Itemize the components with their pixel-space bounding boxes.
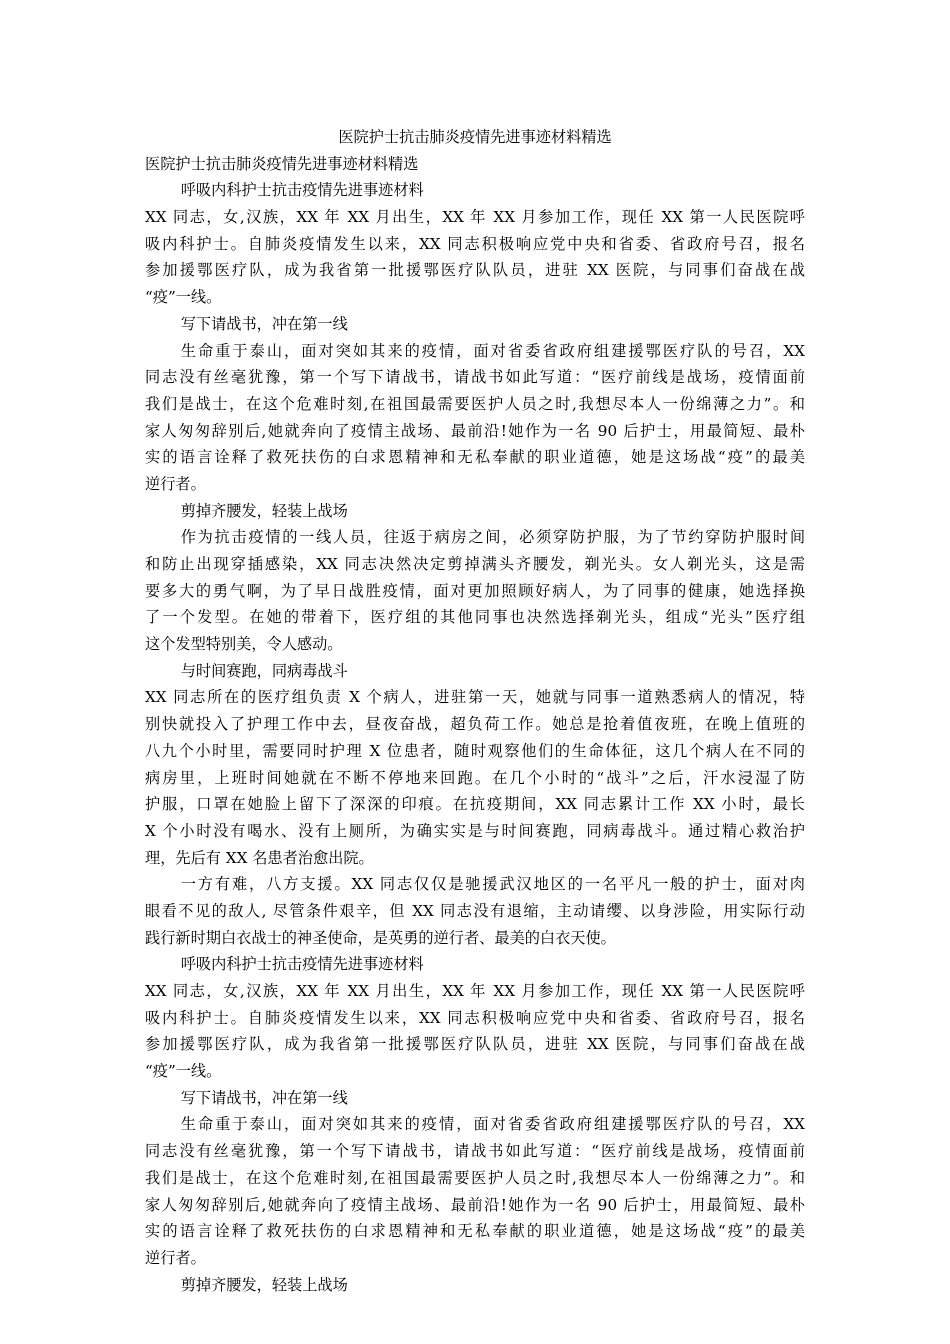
- text-line: 要多大的勇气啊，为了早日战胜疫情，面对更加照顾好病人，为了同事的健康，她选择换: [145, 581, 805, 600]
- text-line: 实的语言诠释了救死扶伤的白求恩精神和无私奉献的职业道德，她是这场战“疫”的最美: [145, 448, 805, 467]
- text-line: 实的语言诠释了救死扶伤的白求恩精神和无私奉献的职业道德，她是这场战“疫”的最美: [145, 1222, 805, 1241]
- text-line: 吸内科护士。自肺炎疫情发生以来，XX 同志积极响应党中央和省委、省政府号召，报名: [145, 1008, 805, 1027]
- text-line: 同志没有丝毫犹豫，第一个写下请战书，请战书如此写道：“医疗前线是战场，疫情面前: [145, 1142, 805, 1161]
- text-line: 剪掉齐腰发，轻装上战场: [180, 501, 348, 520]
- text-line: 了一个发型。在她的带着下，医疗组的其他同事也决然选择剃光头，组成“光头”医疗组: [145, 608, 805, 627]
- text-line: 逆行者。: [145, 474, 206, 493]
- text-line: 践行新时期白衣战士的神圣使命，是英勇的逆行者、最美的白衣天使。: [145, 928, 616, 947]
- document-title: 医院护士抗击肺炎疫情先进事迹材料精选: [338, 128, 612, 146]
- text-line: 我们是战士，在这个危难时刻,在祖国最需要医护人员之时,我想尽本人一份绵薄之力”。和: [145, 1168, 805, 1187]
- text-line: 和防止出现穿插感染，XX 同志决然决定剪掉满头齐腰发，剃光头。女人剃光头，这是需: [145, 555, 805, 573]
- text-line: 护服，口罩在她脸上留下了深深的印痕。在抗疫期间，XX 同志累计工作 XX 小时，最长: [145, 795, 805, 814]
- text-line: X 个小时没有喝水、没有上厕所，为确实实是与时间赛跑，同病毒战斗。通过精心救治护: [145, 821, 805, 840]
- text-line: 呼吸内科护士抗击疫情先进事迹材料: [180, 955, 424, 974]
- text-line: 医院护士抗击肺炎疫情先进事迹材料精选: [145, 154, 419, 173]
- text-line: 同志没有丝毫犹豫，第一个写下请战书，请战书如此写道：“医疗前线是战场，疫情面前: [145, 368, 805, 387]
- text-line: 参加援鄂医疗队，成为我省第一批援鄂医疗队队员，进驻 XX 医院，与同事们奋战在战: [145, 261, 805, 280]
- text-line: 呼吸内科护士抗击疫情先进事迹材料: [180, 181, 424, 200]
- text-line: 剪掉齐腰发，轻装上战场: [180, 1275, 348, 1294]
- text-line: 参加援鄂医疗队，成为我省第一批援鄂医疗队队员，进驻 XX 医院，与同事们奋战在战: [145, 1035, 805, 1054]
- text-line: “疫”一线。: [145, 288, 222, 307]
- text-line: 生命重于泰山，面对突如其来的疫情，面对省委省政府组建援鄂医疗队的号召，XX: [180, 341, 805, 360]
- text-line: 家人匆匆辞别后,她就奔向了疫情主战场、最前沿!她作为一名 90 后护士，用最简短、最朴: [145, 1195, 805, 1214]
- text-line: 这个发型特别美，令人感动。: [145, 635, 343, 654]
- text-line: XX 同志，女,汉族，XX 年 XX 月出生，XX 年 XX 月参加工作，现任 XX 第一人民医院呼: [145, 208, 805, 227]
- text-line: 理，先后有 XX 名患者治愈出院。: [145, 848, 374, 867]
- text-line: 别快就投入了护理工作中去，昼夜奋战，超负荷工作。她总是抢着值夜班，在晚上值班的: [145, 715, 805, 734]
- text-line: 与时间赛跑，同病毒战斗: [180, 661, 348, 680]
- text-line: 写下请战书，冲在第一线: [180, 314, 348, 333]
- text-line: XX 同志，女,汉族，XX 年 XX 月出生，XX 年 XX 月参加工作，现任 XX 第一人民医院呼: [145, 982, 805, 1000]
- document-body: [145, 124, 805, 1298]
- text-line: 吸内科护士。自肺炎疫情发生以来，XX 同志积极响应党中央和省委、省政府号召，报名: [145, 234, 805, 253]
- text-line: 作为抗击疫情的一线人员，往返于病房之间，必须穿防护服，为了节约穿防护服时间: [180, 528, 805, 547]
- text-line: 写下请战书，冲在第一线: [180, 1088, 348, 1107]
- text-line: 生命重于泰山，面对突如其来的疫情，面对省委省政府组建援鄂医疗队的号召，XX: [180, 1115, 805, 1134]
- text-line: 病房里，上班时间她就在不断不停地来回跑。在几个小时的“战斗”之后，汗水浸湿了防: [145, 768, 805, 787]
- text-line: 逆行者。: [145, 1248, 206, 1267]
- text-line: 家人匆匆辞别后,她就奔向了疫情主战场、最前沿!她作为一名 90 后护士，用最简短、最朴: [145, 421, 805, 440]
- text-line: 我们是战士，在这个危难时刻,在祖国最需要医护人员之时,我想尽本人一份绵薄之力”。和: [145, 394, 805, 413]
- text-line: XX 同志所在的医疗组负责 X 个病人，进驻第一天，她就与同事一道熟悉病人的情况，特: [145, 688, 805, 707]
- text-line: 八九个小时里，需要同时护理 X 位患者，随时观察他们的生命体征，这几个病人在不同的: [145, 741, 805, 760]
- text-line: 眼看不见的敌人, 尽管条件艰辛，但 XX 同志没有退缩，主动请缨、以身涉险，用实际行动: [145, 901, 805, 920]
- text-line: 一方有难，八方支援。XX 同志仅仅是驰援武汉地区的一名平凡一般的护士，面对肉: [180, 875, 805, 894]
- text-line: “疫”一线。: [145, 1062, 222, 1081]
